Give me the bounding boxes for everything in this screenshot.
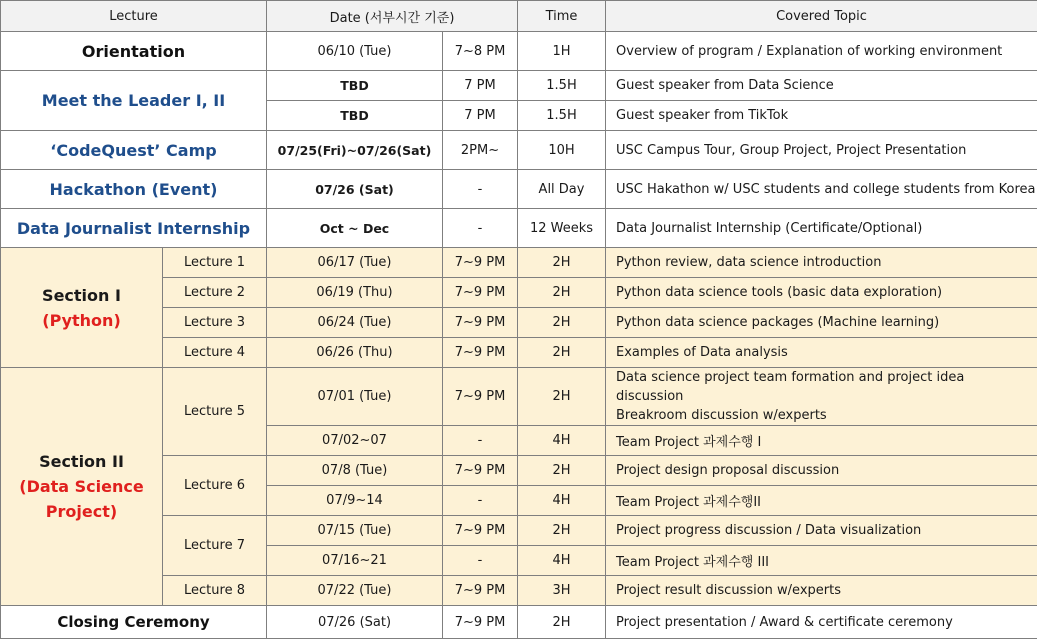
table-row	[1, 209, 1037, 248]
topic-cell: Guest speaker from Data Science	[606, 71, 1037, 101]
table-row	[1, 131, 1037, 170]
duration-cell: 2H	[518, 368, 606, 426]
duration-cell: 2H	[518, 248, 606, 278]
hours-cell: -	[443, 209, 518, 248]
hours-cell: 7~9 PM	[443, 576, 518, 606]
date-cell: 07/02~07	[267, 426, 443, 456]
duration-cell: 2H	[518, 338, 606, 368]
hours-cell: 7~9 PM	[443, 278, 518, 308]
duration-cell: 1H	[518, 32, 606, 71]
table-row	[1, 71, 1037, 101]
duration-cell: 2H	[518, 456, 606, 486]
topic-cell: Data Journalist Internship (Certificate/Optional)	[606, 209, 1037, 248]
date-cell: 07/9~14	[267, 486, 443, 516]
hours-cell: 7~9 PM	[443, 368, 518, 426]
header-date: Date (서부시간 기준)	[267, 1, 518, 32]
table-row	[1, 170, 1037, 209]
hours-cell: 7~9 PM	[443, 338, 518, 368]
topic-cell: Project presentation / Award & certificate ceremony	[606, 606, 1037, 639]
topic-cell: Overview of program / Explanation of working environment	[606, 32, 1037, 71]
header-topic: Covered Topic	[606, 1, 1037, 32]
topic-cell: USC Hakathon w/ USC students and college students from Korea	[606, 170, 1037, 209]
topic-cell: Project design proposal discussion	[606, 456, 1037, 486]
topic-cell: Python data science tools (basic data exploration)	[606, 278, 1037, 308]
date-cell: 07/16~21	[267, 546, 443, 576]
date-cell: 06/24 (Tue)	[267, 308, 443, 338]
topic-cell: Guest speaker from TikTok	[606, 101, 1037, 131]
event-name: Orientation	[1, 32, 267, 71]
lecture-cell: Lecture 6	[163, 456, 267, 516]
hours-cell: 7 PM	[443, 71, 518, 101]
lecture-cell: Lecture 8	[163, 576, 267, 606]
header-time: Time	[518, 1, 606, 32]
section-title: Section I	[42, 285, 121, 305]
section-2-label	[1, 368, 163, 606]
date-cell: 06/19 (Thu)	[267, 278, 443, 308]
duration-cell: 2H	[518, 278, 606, 308]
duration-cell: 2H	[518, 516, 606, 546]
section-1-label	[1, 248, 163, 368]
event-name: Data Journalist Internship	[1, 209, 267, 248]
date-cell: 06/26 (Thu)	[267, 338, 443, 368]
hours-cell: 7~9 PM	[443, 308, 518, 338]
section-title: Section II	[39, 452, 124, 471]
lecture-cell: Lecture 5	[163, 368, 267, 456]
hours-cell: -	[443, 170, 518, 209]
date-cell: 07/01 (Tue)	[267, 368, 443, 426]
table-row	[1, 32, 1037, 71]
topic-cell: Project progress discussion / Data visualization	[606, 516, 1037, 546]
duration-cell: 1.5H	[518, 71, 606, 101]
lecture-cell: Lecture 4	[163, 338, 267, 368]
table-row	[1, 368, 1037, 426]
duration-cell: 12 Weeks	[518, 209, 606, 248]
topic-cell	[606, 368, 1037, 426]
lecture-cell: Lecture 2	[163, 278, 267, 308]
section-subtitle: Project)	[45, 502, 118, 521]
duration-cell: 1.5H	[518, 101, 606, 131]
hours-cell: 7~9 PM	[443, 456, 518, 486]
topic-line: Data science project team formation and project idea discussion	[616, 370, 965, 404]
duration-cell: 2H	[518, 606, 606, 639]
header-lecture: Lecture	[1, 1, 267, 32]
duration-cell: 10H	[518, 131, 606, 170]
topic-cell: USC Campus Tour, Group Project, Project Presentation	[606, 131, 1037, 170]
date-cell: Oct ~ Dec	[267, 209, 443, 248]
date-cell: TBD	[267, 71, 443, 101]
hours-cell: -	[443, 546, 518, 576]
event-name: Closing Ceremony	[1, 606, 267, 639]
topic-cell: Examples of Data analysis	[606, 338, 1037, 368]
event-name: Meet the Leader I, II	[1, 71, 267, 131]
date-cell: 07/8 (Tue)	[267, 456, 443, 486]
hours-cell: -	[443, 426, 518, 456]
lecture-cell: Lecture 1	[163, 248, 267, 278]
event-name: ‘CodeQuest’ Camp	[1, 131, 267, 170]
topic-line: Breakroom discussion w/experts	[616, 408, 827, 423]
hours-cell: 7~8 PM	[443, 32, 518, 71]
topic-cell: Team Project 과제수행 I	[606, 426, 1037, 456]
duration-cell: 4H	[518, 486, 606, 516]
hours-cell: -	[443, 486, 518, 516]
section-subtitle: (Python)	[42, 310, 121, 330]
header-row	[1, 1, 1037, 32]
table-row	[1, 248, 1037, 278]
table-row	[1, 606, 1037, 639]
duration-cell: 4H	[518, 546, 606, 576]
event-name: Hackathon (Event)	[1, 170, 267, 209]
section-subtitle: (Data Science	[19, 477, 144, 496]
topic-cell: Team Project 과제수행II	[606, 486, 1037, 516]
topic-cell: Project result discussion w/experts	[606, 576, 1037, 606]
hours-cell: 7~9 PM	[443, 516, 518, 546]
duration-cell: 2H	[518, 308, 606, 338]
date-cell: 07/26 (Sat)	[267, 170, 443, 209]
hours-cell: 7~9 PM	[443, 606, 518, 639]
topic-cell: Python data science packages (Machine learning)	[606, 308, 1037, 338]
lecture-cell: Lecture 3	[163, 308, 267, 338]
hours-cell: 7~9 PM	[443, 248, 518, 278]
hours-cell: 2PM~	[443, 131, 518, 170]
date-cell: 06/10 (Tue)	[267, 32, 443, 71]
duration-cell: All Day	[518, 170, 606, 209]
duration-cell: 4H	[518, 426, 606, 456]
date-cell: 06/17 (Tue)	[267, 248, 443, 278]
date-cell: TBD	[267, 101, 443, 131]
topic-cell: Python review, data science introduction	[606, 248, 1037, 278]
date-cell: 07/15 (Tue)	[267, 516, 443, 546]
hours-cell: 7 PM	[443, 101, 518, 131]
duration-cell: 3H	[518, 576, 606, 606]
lecture-cell: Lecture 7	[163, 516, 267, 576]
date-cell: 07/25(Fri)~07/26(Sat)	[267, 131, 443, 170]
date-cell: 07/22 (Tue)	[267, 576, 443, 606]
topic-cell: Team Project 과제수행 III	[606, 546, 1037, 576]
date-cell: 07/26 (Sat)	[267, 606, 443, 639]
